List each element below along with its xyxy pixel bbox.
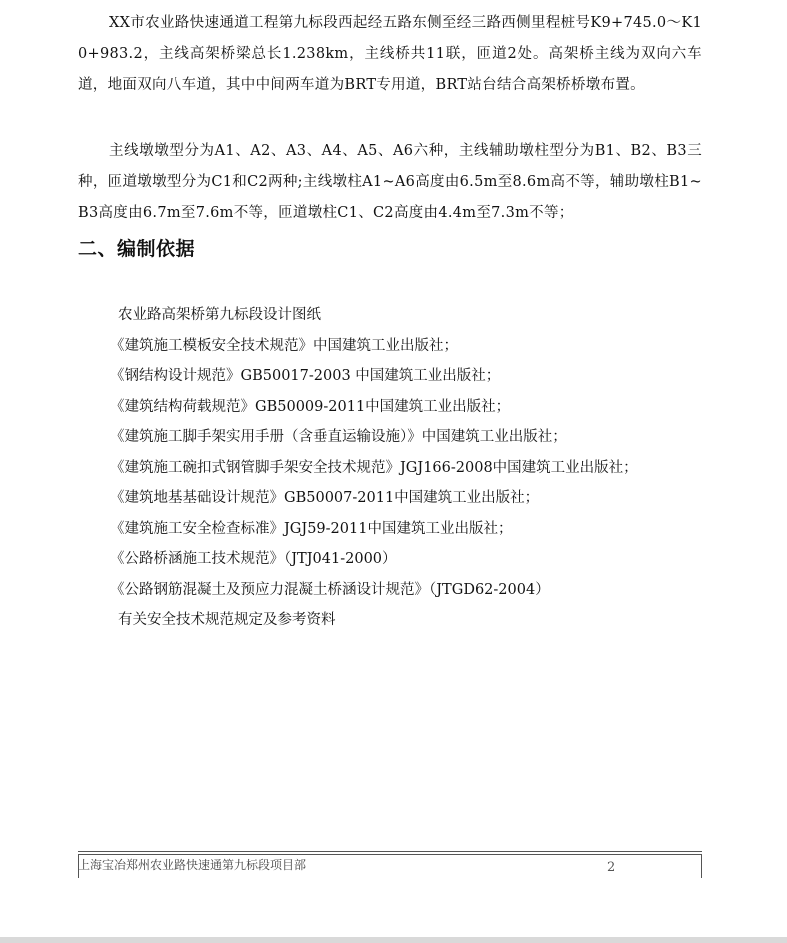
footer-organization: 上海宝冶郑州农业路快速通第九标段项目部	[78, 858, 307, 872]
reference-list	[110, 300, 638, 636]
footer-divider	[78, 851, 702, 852]
reference-item: 《建筑施工安全检查标准》JGJ59-2011中国建筑工业出版社；	[110, 520, 513, 537]
reference-item: 《钢结构设计规范》GB50017-2003 中国建筑工业出版社；	[110, 368, 501, 384]
page-bottom-edge	[0, 937, 787, 943]
reference-item: 《公路桥涵施工技术规范》（JTJ041-2000）	[110, 551, 397, 567]
pier-types-paragraph: 主线墩墩型分为A1、A2、A3、A4、A5、A6六种，主线辅助墩柱型分为B1、B2、B3三种，匝道墩墩型分为C1和C2两种;主线墩柱A1~A6高度由6.5m至8.6m高不等，辅助墩柱B1~B3高度由6.7m至7.6m不等，匝道墩柱C1、C2高度由4.4m至7.3m不等；	[78, 143, 702, 221]
project-overview-paragraph: XX市农业路快速通道工程第九标段西起经五路东侧至经三路西侧里程桩号K9+745.0～K10+983.2，主线高架桥梁总长1.238km，主线桥共11联，匝道2处。高架桥主线为双向六车道，地面双向八车道，其中中间两车道为BRT专用道，BRT站台结合高架桥桥墩布置。	[78, 15, 702, 93]
reference-item: 农业路高架桥第九标段设计图纸	[118, 307, 321, 323]
reference-item: 《建筑施工脚手架实用手册（含垂直运输设施）》中国建筑工业出版社；	[110, 429, 567, 445]
footer-right-border	[701, 854, 702, 878]
footer-divider-inner	[78, 854, 702, 855]
reference-item: 《公路钢筋混凝土及预应力混凝土桥涵设计规范》（JTGD62-2004）	[110, 581, 550, 598]
reference-item: 《建筑结构荷载规范》GB50009-2011中国建筑工业出版社；	[110, 398, 511, 415]
reference-item: 有关安全技术规范规定及参考资料	[118, 612, 336, 628]
reference-item: 《建筑地基基础设计规范》GB50007-2011中国建筑工业出版社；	[110, 490, 540, 506]
section-heading: 二、编制依据	[78, 238, 196, 260]
reference-item: 《建筑施工模板安全技术规范》中国建筑工业出版社；	[110, 337, 458, 354]
page-number: 2	[607, 860, 616, 875]
reference-item: 《建筑施工碗扣式钢管脚手架安全技术规范》JGJ166-2008中国建筑工业出版社；	[110, 459, 638, 476]
